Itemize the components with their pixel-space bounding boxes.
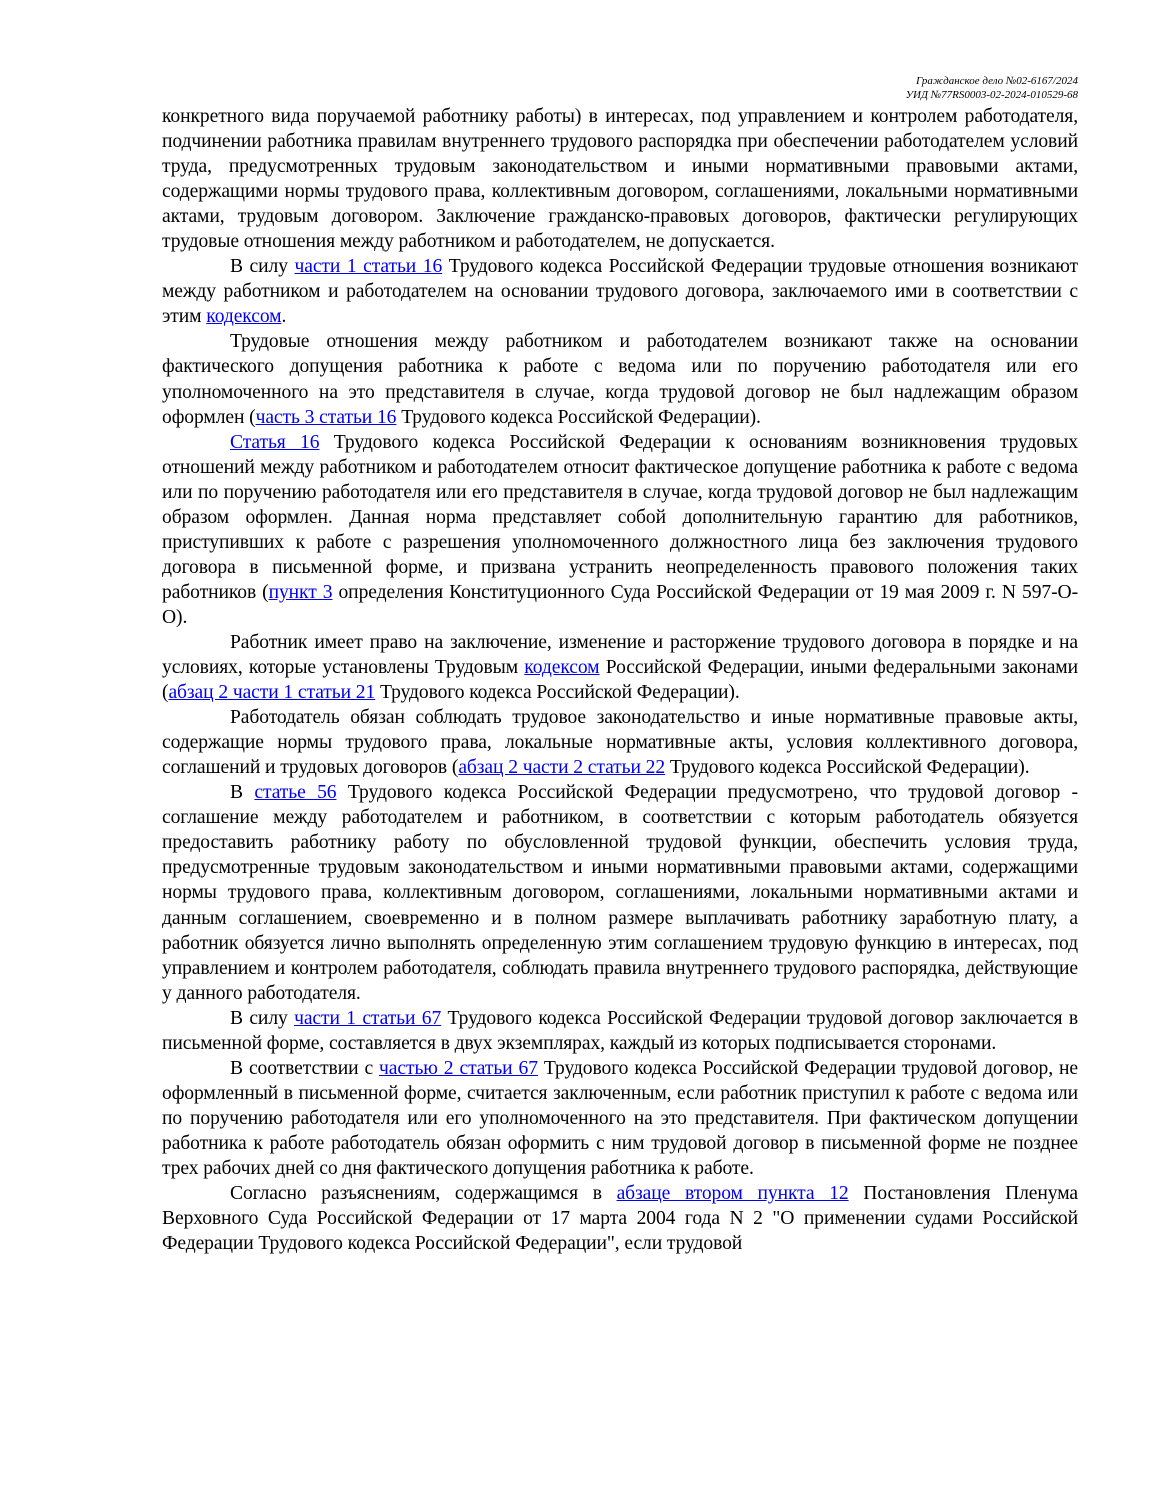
- body-paragraph: [162, 430, 1078, 630]
- law-reference-link[interactable]: кодексом: [524, 657, 600, 679]
- law-reference-link[interactable]: часть 3 статьи 16: [255, 406, 397, 428]
- body-paragraph: [162, 329, 1078, 429]
- paragraph-text: конкретного вида поручаемой работнику работы) в интересах, под управлением и контролем работодателя, подчинении работника правилам внутреннего трудового распорядка при обеспечении работодателем условий труда, предусмотренных трудовым законодательством и иными нормативными правовыми актами, содержащими нормы трудового права, коллективным договором, соглашениями, локальными нормативными актами, трудовым договором. Заключение гражданско-правовых договоров, фактически регулирующих трудовые отношения между работником и работодателем, не допускается.: [162, 106, 1078, 253]
- paragraph-text: Трудового кодекса Российской Федерации трудовой договор заключается в письменной форме, составляется в двух экземплярах, каждый из которых подписывается сторонами.: [162, 1007, 1078, 1054]
- paragraph-text: Трудового кодекса Российской Федерации).: [665, 757, 1030, 779]
- document-header: [162, 74, 1078, 102]
- law-reference-link[interactable]: пункт 3: [268, 581, 333, 603]
- paragraph-text: Трудовые отношения между работником и работодателем возникают также на основании фактического допущения работника к работе с ведома или по поручению работодателя или его уполномоченного на это представителя в случае, когда трудовой договор не был надлежащим образом оформлен (: [162, 331, 1078, 428]
- law-reference-link[interactable]: Статья 16: [230, 431, 320, 453]
- paragraph-text: Трудового кодекса Российской Федерации предусмотрено, что трудовой договор - соглашение между работодателем и работником, в соответствии с которым работодатель обязуется предоставить работнику работу по обусловленной трудовой функции, обеспечить условия труда, предусмотренные трудовым законодательством и иными нормативными правовыми актами, содержащими нормы трудового права, коллективным договором, соглашениями, локальными нормативными актами и данным соглашением, своевременно и в полном размере выплачивать работнику заработную плату, а работник обязуется лично выполнять определенную этим соглашением трудовую функцию в интересах, под управлением и контролем работодателя, соблюдать правила внутреннего трудового распорядка, действующие у данного работодателя.: [162, 782, 1078, 1004]
- law-reference-link[interactable]: статье 56: [254, 782, 337, 804]
- document-page: [162, 74, 1078, 1256]
- law-reference-link[interactable]: частью 2 статьи 67: [379, 1057, 538, 1079]
- paragraph-text: В силу: [230, 1007, 295, 1029]
- body-paragraph: [162, 780, 1078, 1005]
- body-paragraph: [162, 104, 1078, 254]
- law-reference-link[interactable]: части 1 статьи 67: [294, 1007, 442, 1029]
- body-paragraph: [162, 1056, 1078, 1181]
- paragraph-text: Постановления Пленума Верховного Суда Российской Федерации от 17 марта 2004 года N 2 "О применении судами Российской Федерации Трудового кодекса Российской Федерации", если трудовой: [162, 1183, 1078, 1255]
- paragraph-text: Работник имеет право на заключение, изменение и расторжение трудового договора в порядке и на условиях, которые установлены Трудовым: [162, 631, 1078, 679]
- body-paragraph: [162, 705, 1078, 780]
- paragraph-text: Трудового кодекса Российской Федерации).: [396, 406, 761, 428]
- case-number: Гражданское дело №02-6167/2024: [915, 75, 1078, 87]
- body-paragraph: [162, 1006, 1078, 1056]
- paragraph-text: определения Конституционного Суда Российской Федерации от 19 мая 2009 г. N 597-О-О).: [162, 581, 1078, 628]
- paragraph-text: Работодатель обязан соблюдать трудовое законодательство и иные нормативные правовые акты, содержащие нормы трудового права, локальные нормативные акты, условия коллективного договора, соглашений и трудовых договоров (: [162, 707, 1078, 779]
- paragraph-text: В силу: [230, 256, 295, 278]
- paragraph-text: Российской Федерации, иными федеральными законами (: [162, 657, 1078, 704]
- law-reference-link[interactable]: абзаце втором пункта 12: [616, 1183, 849, 1205]
- paragraph-text: Трудового кодекса Российской Федерации трудовой договор, не оформленный в письменной форме, считается заключенным, если работник приступил к работе с ведома или по поручению работодателя или его уполномоченного на это представителя. При фактическом допущении работника к работе работодатель обязан оформить с ним трудовой договор в письменной форме не позднее трех рабочих дней со дня фактического допущения работника к работе.: [162, 1057, 1078, 1179]
- document-body: [162, 104, 1078, 1256]
- law-reference-link[interactable]: части 1 статьи 16: [294, 256, 443, 278]
- paragraph-text: В соответствии с: [230, 1057, 380, 1079]
- body-paragraph: [162, 254, 1078, 329]
- paragraph-text: Трудового кодекса Российской Федерации).: [375, 682, 740, 704]
- paragraph-text: Согласно разъяснениям, содержащимся в: [230, 1183, 617, 1205]
- paragraph-text: Трудового кодекса Российской Федерации к основаниям возникновения трудовых отношений между работником и работодателем относит фактическое допущение работника к работе с ведома или по поручению работодателя или его представителя в случае, когда трудовой договор не был надлежащим образом оформлен. Данная норма представляет собой дополнительную гарантию для работников, приступивших к работе с разрешения уполномоченного должностного лица без заключения трудового договора в письменной форме, и призвана устранить неопределенность правового положения таких работников (: [162, 431, 1079, 603]
- law-reference-link[interactable]: абзац 2 части 2 статьи 22: [458, 757, 666, 779]
- law-reference-link[interactable]: абзац 2 части 1 статьи 21: [168, 682, 376, 704]
- paragraph-text: В: [230, 782, 255, 804]
- body-paragraph: [162, 1181, 1078, 1256]
- uid-number: УИД №77RS0003-02-2024-010529-68: [905, 89, 1078, 101]
- law-reference-link[interactable]: кодексом: [206, 306, 282, 328]
- paragraph-text: Трудового кодекса Российской Федерации трудовые отношения возникают между работником и работодателем на основании трудового договора, заключаемого ими в соответствии с этим: [162, 256, 1078, 328]
- paragraph-text: .: [281, 306, 287, 328]
- body-paragraph: [162, 630, 1078, 705]
